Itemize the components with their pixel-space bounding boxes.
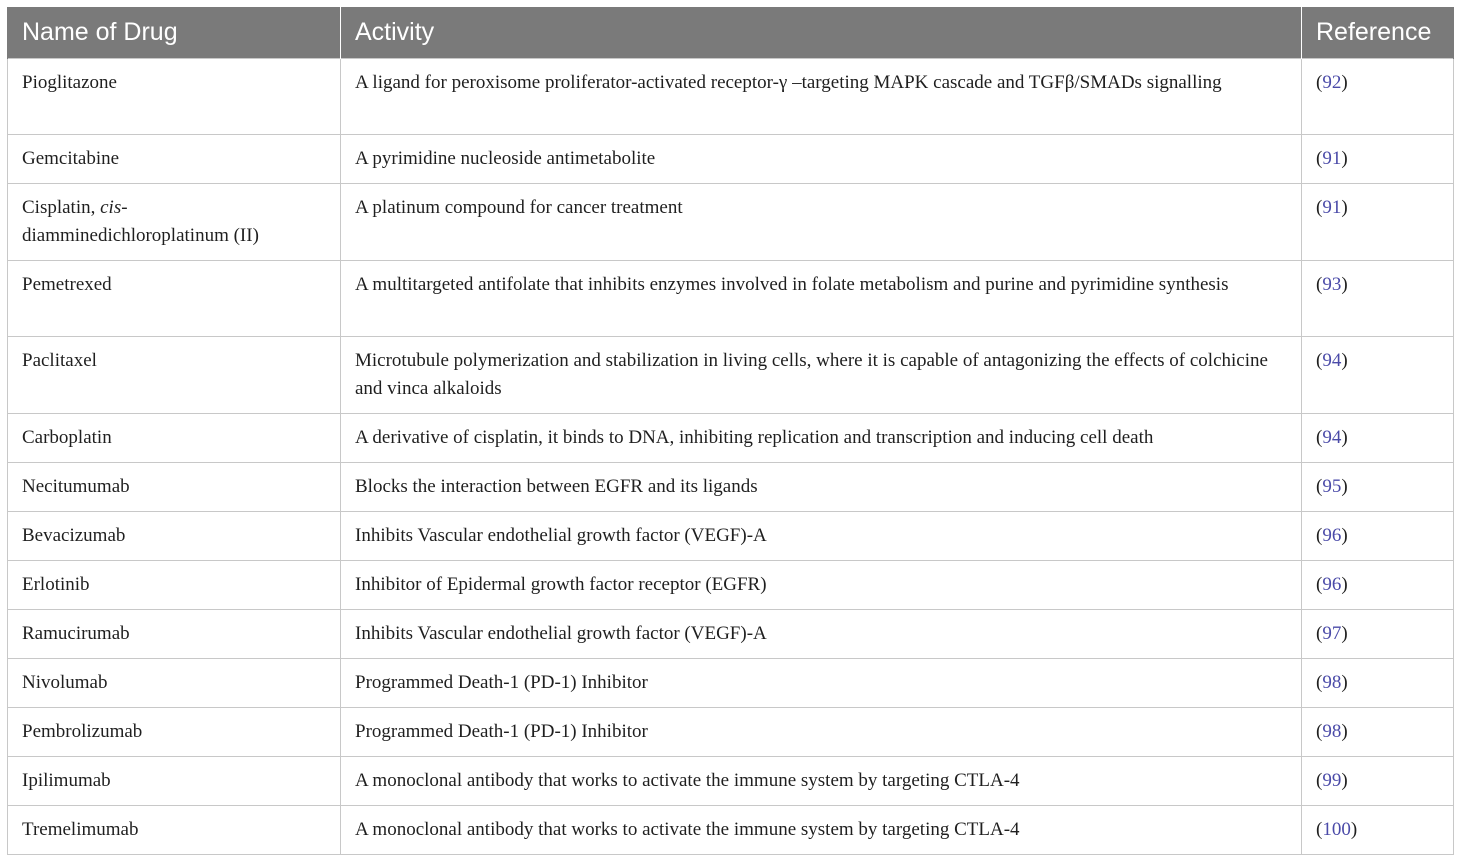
header-row xyxy=(8,7,1454,58)
table-row xyxy=(8,805,1454,854)
drug-name-cell: Gemcitabine xyxy=(8,134,341,183)
reference-link[interactable]: 96 xyxy=(1322,524,1342,546)
drug-name-cell: Necitumumab xyxy=(8,462,341,511)
drug-name-italic: cis- xyxy=(100,196,128,218)
reference-cell: (96) xyxy=(1302,560,1454,609)
header-drug-name: Name of Drug xyxy=(8,7,341,58)
reference-cell: (98) xyxy=(1302,707,1454,756)
reference-cell: (97) xyxy=(1302,609,1454,658)
drug-name-cell: Tremelimumab xyxy=(8,805,341,854)
activity-cell: A derivative of cisplatin, it binds to DNA, inhibiting replication and transcription and inducing cell death xyxy=(341,413,1302,462)
header-reference: Reference xyxy=(1302,7,1454,58)
activity-cell: A monoclonal antibody that works to activate the immune system by targeting CTLA-4 xyxy=(341,805,1302,854)
activity-cell: A monoclonal antibody that works to activate the immune system by targeting CTLA-4 xyxy=(341,756,1302,805)
drug-name-cell xyxy=(8,183,341,260)
reference-cell: (93) xyxy=(1302,260,1454,336)
drug-name-cell: Pioglitazone xyxy=(8,58,341,134)
table-row xyxy=(8,134,1454,183)
reference-cell: (92) xyxy=(1302,58,1454,134)
drug-name-cell: Bevacizumab xyxy=(8,511,341,560)
table-row xyxy=(8,707,1454,756)
table-row xyxy=(8,560,1454,609)
reference-link[interactable]: 98 xyxy=(1322,720,1342,742)
activity-cell: Inhibits Vascular endothelial growth factor (VEGF)-A xyxy=(341,511,1302,560)
activity-cell: Inhibitor of Epidermal growth factor receptor (EGFR) xyxy=(341,560,1302,609)
reference-cell: (99) xyxy=(1302,756,1454,805)
reference-link[interactable]: 95 xyxy=(1322,475,1342,497)
activity-cell: A pyrimidine nucleoside antimetabolite xyxy=(341,134,1302,183)
activity-cell: A platinum compound for cancer treatment xyxy=(341,183,1302,260)
table-row xyxy=(8,658,1454,707)
reference-cell: (91) xyxy=(1302,183,1454,260)
activity-cell: Programmed Death-1 (PD-1) Inhibitor xyxy=(341,658,1302,707)
drug-name-cell: Ramucirumab xyxy=(8,609,341,658)
drug-name-cell: Paclitaxel xyxy=(8,336,341,413)
reference-link[interactable]: 91 xyxy=(1322,196,1342,218)
drug-name-cell: Carboplatin xyxy=(8,413,341,462)
activity-cell: Programmed Death-1 (PD-1) Inhibitor xyxy=(341,707,1302,756)
reference-cell: (94) xyxy=(1302,336,1454,413)
drug-name-cell: Ipilimumab xyxy=(8,756,341,805)
reference-link[interactable]: 93 xyxy=(1322,273,1342,295)
reference-link[interactable]: 98 xyxy=(1322,671,1342,693)
activity-cell: A multitargeted antifolate that inhibits enzymes involved in folate metabolism and purine and pyrimidine synthesis xyxy=(341,260,1302,336)
reference-cell: (96) xyxy=(1302,511,1454,560)
table-row xyxy=(8,413,1454,462)
activity-cell: Inhibits Vascular endothelial growth factor (VEGF)-A xyxy=(341,609,1302,658)
reference-cell: (95) xyxy=(1302,462,1454,511)
table-row xyxy=(8,609,1454,658)
table-row xyxy=(8,756,1454,805)
activity-cell: Blocks the interaction between EGFR and its ligands xyxy=(341,462,1302,511)
activity-cell: A ligand for peroxisome proliferator-activated receptor-γ –targeting MAPK cascade and TGFβ/SMADs signalling xyxy=(341,58,1302,134)
reference-cell: (98) xyxy=(1302,658,1454,707)
reference-link[interactable]: 94 xyxy=(1322,349,1342,371)
drug-name-part: diamminedichloroplatinum (II) xyxy=(22,224,259,246)
reference-cell: (91) xyxy=(1302,134,1454,183)
drug-name-cell: Pembrolizumab xyxy=(8,707,341,756)
reference-link[interactable]: 100 xyxy=(1322,818,1351,840)
drug-table xyxy=(7,7,1454,855)
reference-link[interactable]: 99 xyxy=(1322,769,1342,791)
table-row xyxy=(8,260,1454,336)
drug-name-part: Cisplatin, xyxy=(22,196,101,218)
drug-table-container xyxy=(7,7,1453,855)
table-row xyxy=(8,336,1454,413)
table-row xyxy=(8,183,1454,260)
reference-cell: (100) xyxy=(1302,805,1454,854)
table-row xyxy=(8,58,1454,134)
table-row xyxy=(8,462,1454,511)
drug-name-cell: Pemetrexed xyxy=(8,260,341,336)
header-activity: Activity xyxy=(341,7,1302,58)
reference-cell: (94) xyxy=(1302,413,1454,462)
reference-link[interactable]: 94 xyxy=(1322,426,1342,448)
reference-link[interactable]: 92 xyxy=(1322,71,1342,93)
reference-link[interactable]: 97 xyxy=(1322,622,1342,644)
drug-name-cell: Nivolumab xyxy=(8,658,341,707)
reference-link[interactable]: 91 xyxy=(1322,147,1342,169)
drug-name-cell: Erlotinib xyxy=(8,560,341,609)
table-row xyxy=(8,511,1454,560)
activity-cell: Microtubule polymerization and stabilization in living cells, where it is capable of antagonizing the effects of colchicine and vinca alkaloids xyxy=(341,336,1302,413)
reference-link[interactable]: 96 xyxy=(1322,573,1342,595)
